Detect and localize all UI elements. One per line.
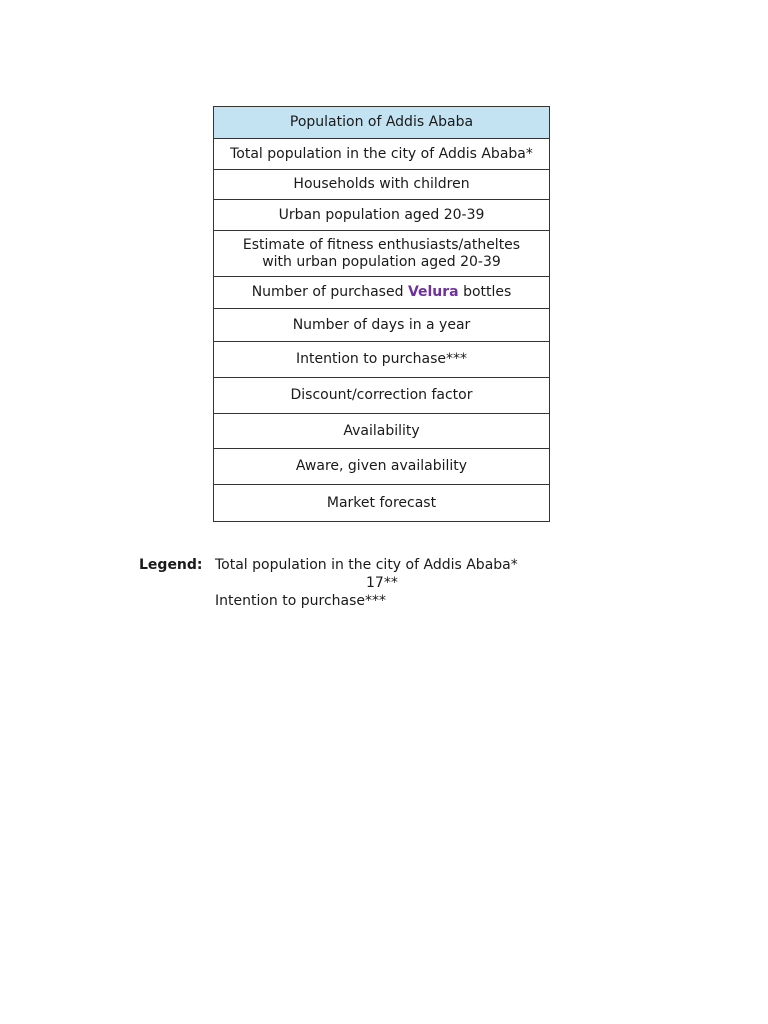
- legend-item: Intention to purchase***: [215, 593, 387, 609]
- legend-item: 17**: [366, 575, 398, 591]
- table-row-households: [214, 170, 549, 200]
- table-row-label: Market forecast: [326, 494, 437, 511]
- forecast-table: [213, 106, 550, 522]
- table-row-label: Availability: [343, 422, 420, 439]
- table-row-label: Households with children: [293, 176, 470, 192]
- brand-name: Velura: [407, 284, 459, 300]
- label-suffix: bottles: [458, 284, 512, 300]
- table-row-label: Aware, given availability: [295, 458, 468, 474]
- table-row-market-forecast: [214, 485, 549, 521]
- table-row-urban-population: [214, 200, 549, 231]
- table-header: [214, 107, 549, 139]
- table-row-days-in-year: [214, 309, 549, 342]
- table-row-availability: [214, 414, 549, 449]
- table-row-total-population: [214, 139, 549, 170]
- table-row-intention: [214, 342, 549, 378]
- table-row-fitness-enthusiasts: [214, 231, 549, 277]
- table-row-label-line1: Estimate of fitness enthusiasts/atheltes: [242, 236, 521, 253]
- legend-title: Legend:: [139, 557, 203, 573]
- table-row-label: Discount/correction factor: [290, 387, 473, 403]
- table-row-label: Intention to purchase***: [295, 351, 467, 367]
- table-row-label: Number of days in a year: [292, 316, 471, 333]
- table-row-label-line2: with urban population aged 20-39: [262, 253, 501, 270]
- table-row-discount: [214, 378, 549, 414]
- table-row-label: Urban population aged 20-39: [278, 206, 485, 223]
- table-row-label: [252, 284, 512, 301]
- table-row-label: Total population in the city of Addis Ababa*: [230, 145, 533, 162]
- table-row-purchased-bottles: [214, 277, 549, 309]
- table-row-aware: [214, 449, 549, 485]
- label-prefix: Number of purchased: [251, 284, 408, 300]
- table-header-label: Population of Addis Ababa: [289, 114, 474, 130]
- legend-item: Total population in the city of Addis Ababa*: [215, 557, 518, 573]
